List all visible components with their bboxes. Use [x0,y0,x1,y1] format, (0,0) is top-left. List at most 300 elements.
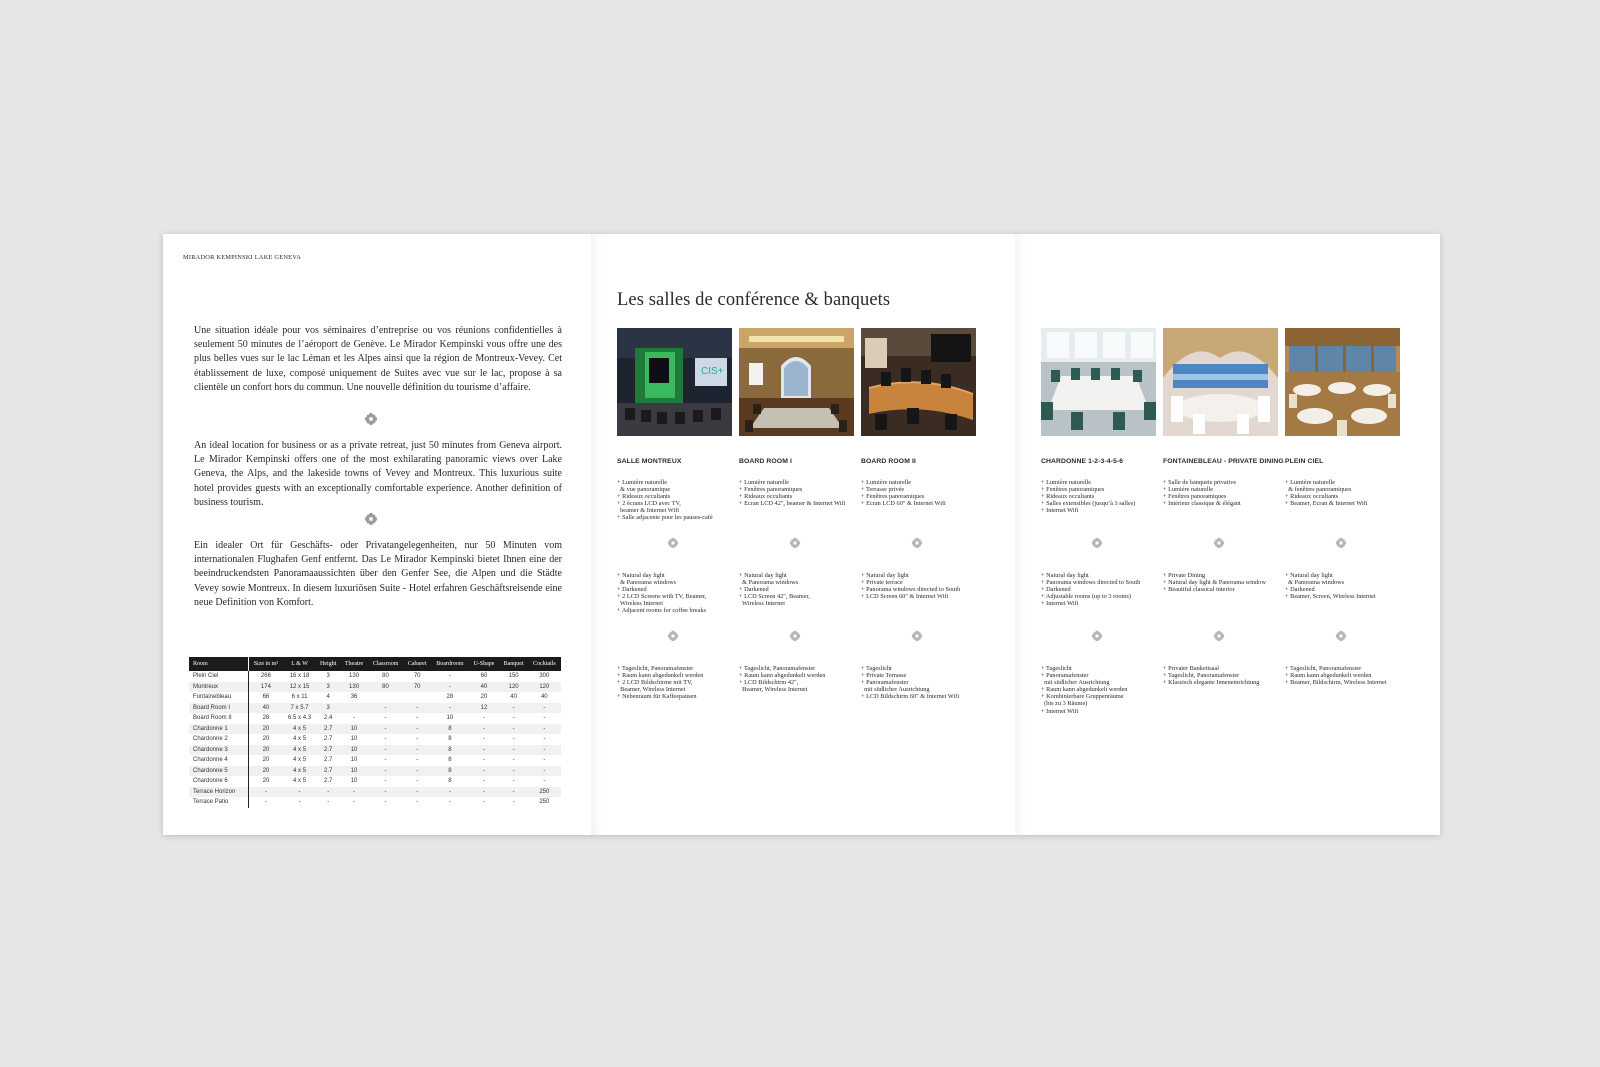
table-cell: - [368,703,404,714]
floral-ornament-icon [364,512,378,526]
table-cell: 150 [508,673,519,680]
room-photo-board-room-i [739,328,854,436]
table-cell: - [341,787,368,798]
table-room-cell: Chardonne 1 [189,724,248,735]
floral-ornament-icon [667,630,679,642]
room-name: BOARD ROOM II [861,458,916,465]
table-cell: 8 [448,778,452,785]
table-cell: 4 x 5 [293,778,307,785]
list-item: + Privater Bankettsaal [1163,665,1220,672]
list-item: Beamer, Wireless Internet [617,686,686,694]
list-item: beamer & Internet Wifi [617,507,680,515]
list-item: + Lumière naturelle [1041,479,1092,486]
table-cell: - [512,736,515,743]
room-features-fr [861,479,983,507]
list-item: + Tageslicht, Panoramafenster [739,665,816,672]
table-cell: 10 [341,745,368,756]
table-cell: 80 [382,673,389,680]
table-room-cell: Chardonne 4 [189,755,248,766]
room-photo-salle-montreux [617,328,732,436]
table-header-cell: Classroom [368,657,404,671]
table-cell: 28 [262,715,270,722]
table-cell: - [368,787,404,798]
table-cell: 4 x 5 [283,766,316,777]
table-row [189,734,561,745]
room-features-fr [1041,479,1163,514]
table-room-cell: Terrace Horizon [189,787,248,798]
room-features-fr [1285,479,1407,507]
table-header-cell: Size in m² [248,657,283,671]
list-item: + Salle de banquets privative [1163,479,1237,486]
table-cell: 2.7 [316,724,341,735]
room-photo-plein-ciel [1285,328,1400,436]
table-cell: 10 [350,757,358,764]
table-row [189,776,561,787]
table-cell: 12 [469,703,499,714]
table-cell: 20 [248,745,283,756]
intro-english: An ideal location for business or as a private retreat, just 50 minutes from Geneva airport. Le Mirador Kempinski offers one of the most exhilarating panoramic views over Lake Geneva, the Alps, and the lakeside towns of Vevey and Montreux. This luxurious suite hotel provides guests with an exceptionally comfortable experience. Another definition of business tourism. [194,440,562,508]
room-features-en [1041,572,1163,607]
floral-ornament-icon [364,412,378,426]
table-cell: - [353,715,356,722]
room-name: FONTAINEBLEAU - PRIVATE DINING [1163,458,1284,465]
list-item: + Private Terrasse [861,672,907,680]
list-item: + Darkened [739,586,769,594]
table-cell: - [403,787,430,798]
table-room-cell: Board Room II [189,713,248,724]
list-item: mit südlicher Ausrichtung [861,686,930,694]
table-header-cell: Banquet [499,657,528,671]
table-cell: 66 [262,694,270,701]
table-row [189,755,561,766]
list-item: + Natural day light & Panorama window [1163,579,1266,587]
table-row [189,766,561,777]
table-cell: 10 [341,766,368,777]
list-item: + Private terrace [861,579,903,587]
table-row [189,724,561,735]
room-features-de [1285,665,1407,686]
table-cell: - [543,757,546,764]
table-cell: - [482,778,485,785]
table-cell: - [499,703,528,714]
table-cell: - [512,778,515,785]
table-cell: - [528,766,560,777]
table-cell: - [283,787,316,798]
table-cell: 3 [326,673,330,680]
capacity-table [189,657,561,808]
table-cell: - [416,715,419,722]
table-cell: - [543,736,546,743]
list-item: + Raum kann abgedunkelt werden [1041,686,1128,694]
floral-ornament-icon [789,537,801,549]
table-cell: 10 [350,736,358,743]
list-item: & Panorama windows [617,579,677,587]
floral-ornament-icon [789,630,801,642]
table-cell: - [469,724,499,735]
list-item: + 2 LCD Bildschirme mit TV, [617,679,693,687]
list-item: + Fenêtres panoramiques [861,493,925,501]
room-features-en [739,572,861,607]
table-cell: 8 [431,724,469,735]
table-cell: 120 [499,682,528,693]
list-item: + Tageslicht, Panoramafenster [1163,672,1240,680]
floral-ornament-icon [1335,630,1347,642]
floral-ornament-icon [911,630,923,642]
list-item: + Terrasse privée [861,486,905,494]
table-cell: - [384,736,387,743]
table-cell: 10 [446,715,454,722]
list-item: + Adjustable rooms (up to 3 rooms) [1041,593,1131,601]
list-item: + Ecran LCD 60" & Internet Wifi [861,500,946,508]
list-item: & Panorama windows [1285,579,1345,587]
table-cell: - [448,799,451,806]
room-name: BOARD ROOM I [739,458,792,465]
list-item: + Panoramafenster [861,679,909,687]
middle-page [591,234,1015,835]
list-item: + Fenêtres panoramiques [1163,493,1227,501]
table-row [189,692,561,703]
table-cell: - [264,799,267,806]
table-cell: - [368,766,404,777]
table-cell: 8 [431,745,469,756]
table-cell: 10 [350,778,358,785]
list-item: + Beamer, Screen, Wireless Internet [1285,593,1376,601]
list-item: + Beautiful classical interior [1163,586,1235,594]
table-cell: - [469,787,499,798]
table-cell: - [512,799,515,806]
list-item: + Tageslicht [1041,665,1072,672]
table-room-cell: Plein Ciel [189,671,248,682]
list-item: + 2 LCD Screens with TV, Beamer, [617,593,707,601]
table-header-cell: Theatre [341,657,368,671]
table-cell: 2.7 [324,778,333,785]
list-item: + Beamer, Bildschirm, Wireless Internet [1285,679,1387,687]
table-cell: 2.7 [316,745,341,756]
table-cell: 20 [248,766,283,777]
table-cell: - [431,703,469,714]
list-item: + Panoramafenster [1041,672,1089,680]
room-features-de [861,665,983,700]
list-item: + Panorama windows directed to South [861,586,961,594]
table-cell: - [543,715,546,722]
floral-ornament-icon [667,537,679,549]
table-cell: - [416,778,419,785]
table-cell: - [368,724,404,735]
list-item: + Darkened [1285,586,1315,594]
table-header-cell: U-Shape [469,657,499,671]
room-features-en [861,572,983,600]
floral-ornament-icon [1091,630,1103,642]
room-features-fr [739,479,861,507]
list-item: + Internet Wifi [1041,600,1079,608]
table-cell: 250 [539,799,550,806]
list-item: + Rideaux occultants [1041,493,1095,501]
table-cell: 7 x 5.7 [283,703,316,714]
floral-ornament-icon [1213,630,1225,642]
floral-ornament-icon [911,537,923,549]
table-cell: - [403,766,430,777]
table-cell: 4 x 5 [283,745,316,756]
table-row [189,703,561,714]
table-cell: - [368,745,404,756]
list-item: + LCD Bildschirm 42", [739,679,799,687]
table-cell: - [416,799,419,806]
list-item: + Salles extensibles (jusqu’à 3 salles) [1041,500,1136,508]
table-cell: - [499,766,528,777]
list-item: & fenêtres panoramiques [1285,486,1352,494]
list-item: + Darkened [617,586,647,594]
table-cell: 8 [431,766,469,777]
table-cell: 2.7 [324,736,333,743]
table-cell: 174 [248,682,283,693]
table-room-cell: Chardonne 2 [189,734,248,745]
table-cell: - [528,745,560,756]
table-cell: - [416,736,419,743]
table-cell: 40 [540,694,548,701]
table-cell: - [431,787,469,798]
list-item: + LCD Bildschirm 60" & Internet Wifi [861,693,960,701]
table-cell: 8 [448,736,452,743]
list-item: + Rideaux occultants [617,493,671,501]
table-cell: 4 x 5 [293,757,307,764]
table-cell: 40 [510,694,517,701]
svg-text:CIS+: CIS+ [701,366,724,377]
list-item: (bis zu 3 Räume) [1041,700,1088,708]
table-cell: 20 [248,724,283,735]
table-cell: - [416,757,419,764]
table-cell: 12 x 15 [283,682,316,693]
room-features-de [739,665,861,693]
table-room-cell: Board Room I [189,703,248,714]
brochure-spread [163,234,1440,835]
list-item: + Internet Wifi [1041,707,1079,715]
table-cell: - [448,673,451,680]
room-photo-chardonne [1041,328,1156,436]
table-cell: - [316,787,341,798]
list-item: + Lumière naturelle [1285,479,1336,486]
list-item: + Tageslicht, Panoramafenster [617,665,694,672]
table-row [189,682,561,693]
list-item: + Lumière naturelle [739,479,790,486]
table-cell: - [431,682,469,693]
table-cell: - [384,715,387,722]
list-item: + LCD Screen 42", Beamer, [739,593,810,601]
table-cell: - [482,757,485,764]
table-cell: 10 [341,724,368,735]
table-header-cell: Cabaret [403,657,430,671]
room-features-de [1041,665,1163,715]
floral-ornament-icon [1335,537,1347,549]
table-cell: - [499,724,528,735]
table-cell: 20 [480,694,488,701]
table-room-cell: Fontainebleau [189,692,248,703]
list-item: + Tageslicht, Panoramafenster [1285,665,1362,672]
table-cell: - [403,724,430,735]
table-cell: 6 x 11 [291,694,308,701]
table-cell: 60 [480,673,488,680]
table-cell: - [248,787,283,798]
list-item: + Salle adjacente pour les pauses-café [617,514,713,522]
capacity-table-header [189,657,561,671]
running-head: MIRADOR KEMPINSKI LAKE GENEVA [183,254,302,261]
room-features-en [1285,572,1407,600]
table-cell: 20 [262,757,270,764]
table-cell: - [482,736,485,743]
intro-german: Ein idealer Ort für Geschäfts- oder Privatangelegenheiten, nur 50 Minuten vom internationalen Flughafen Genf entfernt. Das Le Mirador Kempinski bietet Ihnen eine der beeindruckendsten Panoramaaussichten über den Genfer See, die Alpen und die Städte Vevey sowie Montreux. In diesem luxuriösen Suite - Hotel erfahren Geschäftsreisende eine neue Definition von Komfort. [194,540,562,608]
table-header-cell: L & W [283,657,316,671]
list-item: + Raum kann abgedunkelt werden [1285,672,1372,680]
table-cell: 4 x 5 [293,736,307,743]
table-cell [403,692,430,703]
list-item: + 2 écrans LCD avec TV, [617,500,681,508]
room-name: SALLE MONTREUX [617,458,682,465]
table-cell: 70 [413,673,421,680]
table-cell: 266 [260,673,271,680]
table-cell: 4 x 5 [283,724,316,735]
table-cell: 16 x 18 [289,673,310,680]
list-item: & Panorama windows [739,579,799,587]
floral-ornament-icon [1091,537,1103,549]
table-header-cell: Boardroom [431,657,469,671]
table-cell: 2.7 [316,766,341,777]
room-features-en [1163,572,1285,593]
table-cell: - [528,724,560,735]
table-cell: 130 [349,673,360,680]
table-cell: - [482,799,485,806]
table-cell: - [499,787,528,798]
table-cell: 120 [528,682,560,693]
table-row [189,671,561,682]
list-item: mit südlicher Ausrichtung [1041,679,1110,687]
table-room-cell: Terrace Patio [189,797,248,808]
intro-french: Une situation idéale pour vos séminaires d’entreprise ou vos réunions confidentielles à seulement 50 minutes de l’aéroport de Genève. Le Mirador Kempinski vous offre une des plus belles vues sur le lac Léman et les Alpes ainsi que la région de Montreux-Vevey. Cet établissement de luxe, composé uniquement de Suites avec vue sur le lac, propose à sa clientèle un confort hors du commun. Une nouvelle définition du tourisme d’affaire. [194,325,562,393]
table-room-cell: Chardonne 3 [189,745,248,756]
table-header-cell: Cocktails [528,657,560,671]
table-room-cell: Montreux [189,682,248,693]
list-item: + Lumière naturelle [1163,486,1214,494]
table-cell: - [512,715,515,722]
table-room-cell: Chardonne 6 [189,776,248,787]
list-item: + Rideaux occultants [739,493,793,501]
table-cell: - [403,745,430,756]
table-row [189,745,561,756]
list-item: + Private Dining [1163,572,1206,579]
table-cell: 36 [350,694,358,701]
room-features-de [1163,665,1285,686]
list-item: + Klassisch elegante Inneneinrichtung [1163,679,1260,687]
list-item: + Raum kann abgedunkelt werden [617,672,704,680]
table-cell: - [499,745,528,756]
table-row [189,797,561,808]
table-cell: - [469,745,499,756]
table-cell: 40 [469,682,499,693]
table-cell: - [469,766,499,777]
table-cell: 6.5 x 4.3 [288,715,312,722]
list-item: + Panorama windows directed to South [1041,579,1141,587]
table-cell: 300 [539,673,550,680]
table-cell: 8 [448,757,452,764]
table-cell: 3 [316,682,341,693]
table-cell [341,703,368,714]
table-cell: 28 [446,694,454,701]
table-room-cell: Chardonne 5 [189,766,248,777]
list-item: Wireless Internet [617,600,663,608]
room-photo-board-room-ii [861,328,976,436]
table-cell: - [384,757,387,764]
table-row [189,787,561,798]
table-header-cell: Height [316,657,341,671]
room-features-de [617,665,739,700]
table-cell: 70 [403,682,430,693]
room-name: PLEIN CIEL [1285,458,1324,465]
table-cell: 2.4 [324,715,333,722]
table-cell: - [528,703,560,714]
list-item: + Natural day light [1285,572,1333,579]
room-name: CHARDONNE 1-2-3-4-5-6 [1041,458,1124,465]
table-header-cell: Room [189,657,248,671]
list-item: + Lumière naturelle [861,479,912,486]
list-item: + Adjacent rooms for coffee breaks [617,607,706,615]
room-features-fr [1163,479,1285,507]
list-item: + Internet Wifi [1041,507,1079,515]
table-cell [368,692,404,703]
list-item: + LCD Screen 60" & Internet Wifi [861,593,949,601]
table-cell: - [512,757,515,764]
table-cell: 130 [341,682,368,693]
table-cell: - [543,778,546,785]
table-cell: 20 [262,736,270,743]
list-item: + Natural day light [739,572,787,579]
list-item: + Beamer, Ecran & Internet Wifi [1285,500,1368,508]
list-item: + Kombinierbare Gruppenräume [1041,693,1124,701]
table-cell: - [482,715,485,722]
list-item: Beamer, Wireless Internet [739,686,808,694]
room-features-en [617,572,739,615]
right-page [1015,234,1440,835]
list-item: + Lumière naturelle [617,479,668,486]
list-item: + Intérieur classique & élégant [1163,500,1241,508]
table-cell: 4 [326,694,330,701]
table-cell: - [353,799,356,806]
section-title: Les salles de conférence & banquets [617,290,891,310]
list-item: + Rideaux occultants [1285,493,1339,501]
list-item: + Natural day light [1041,572,1089,579]
list-item: + Fenêtres panoramiques [1041,486,1105,494]
list-item: + Ecran LCD 42", beamer & Internet Wifi [739,500,846,508]
list-item: Wireless Internet [739,600,785,608]
table-cell: - [298,799,301,806]
table-cell: 2.7 [324,757,333,764]
list-item: + Nebenraum für Kaffeepausen [617,693,697,701]
list-item: & vue panoramique [617,486,671,494]
floral-ornament-icon [1213,537,1225,549]
room-photo-fontainebleau [1163,328,1278,436]
list-item: + Tageslicht [861,665,892,672]
table-cell: 3 [316,703,341,714]
table-cell: 80 [368,682,404,693]
table-cell: - [384,799,387,806]
list-item: + Darkened [1041,586,1071,594]
table-cell: - [384,778,387,785]
list-item: + Natural day light [617,572,665,579]
room-features-fr [617,479,739,522]
table-cell: 250 [528,787,560,798]
list-item: + Natural day light [861,572,909,579]
left-page [163,234,591,835]
table-cell: - [403,703,430,714]
table-row [189,713,561,724]
list-item: + Raum kann abgedunkelt werden [739,672,826,680]
